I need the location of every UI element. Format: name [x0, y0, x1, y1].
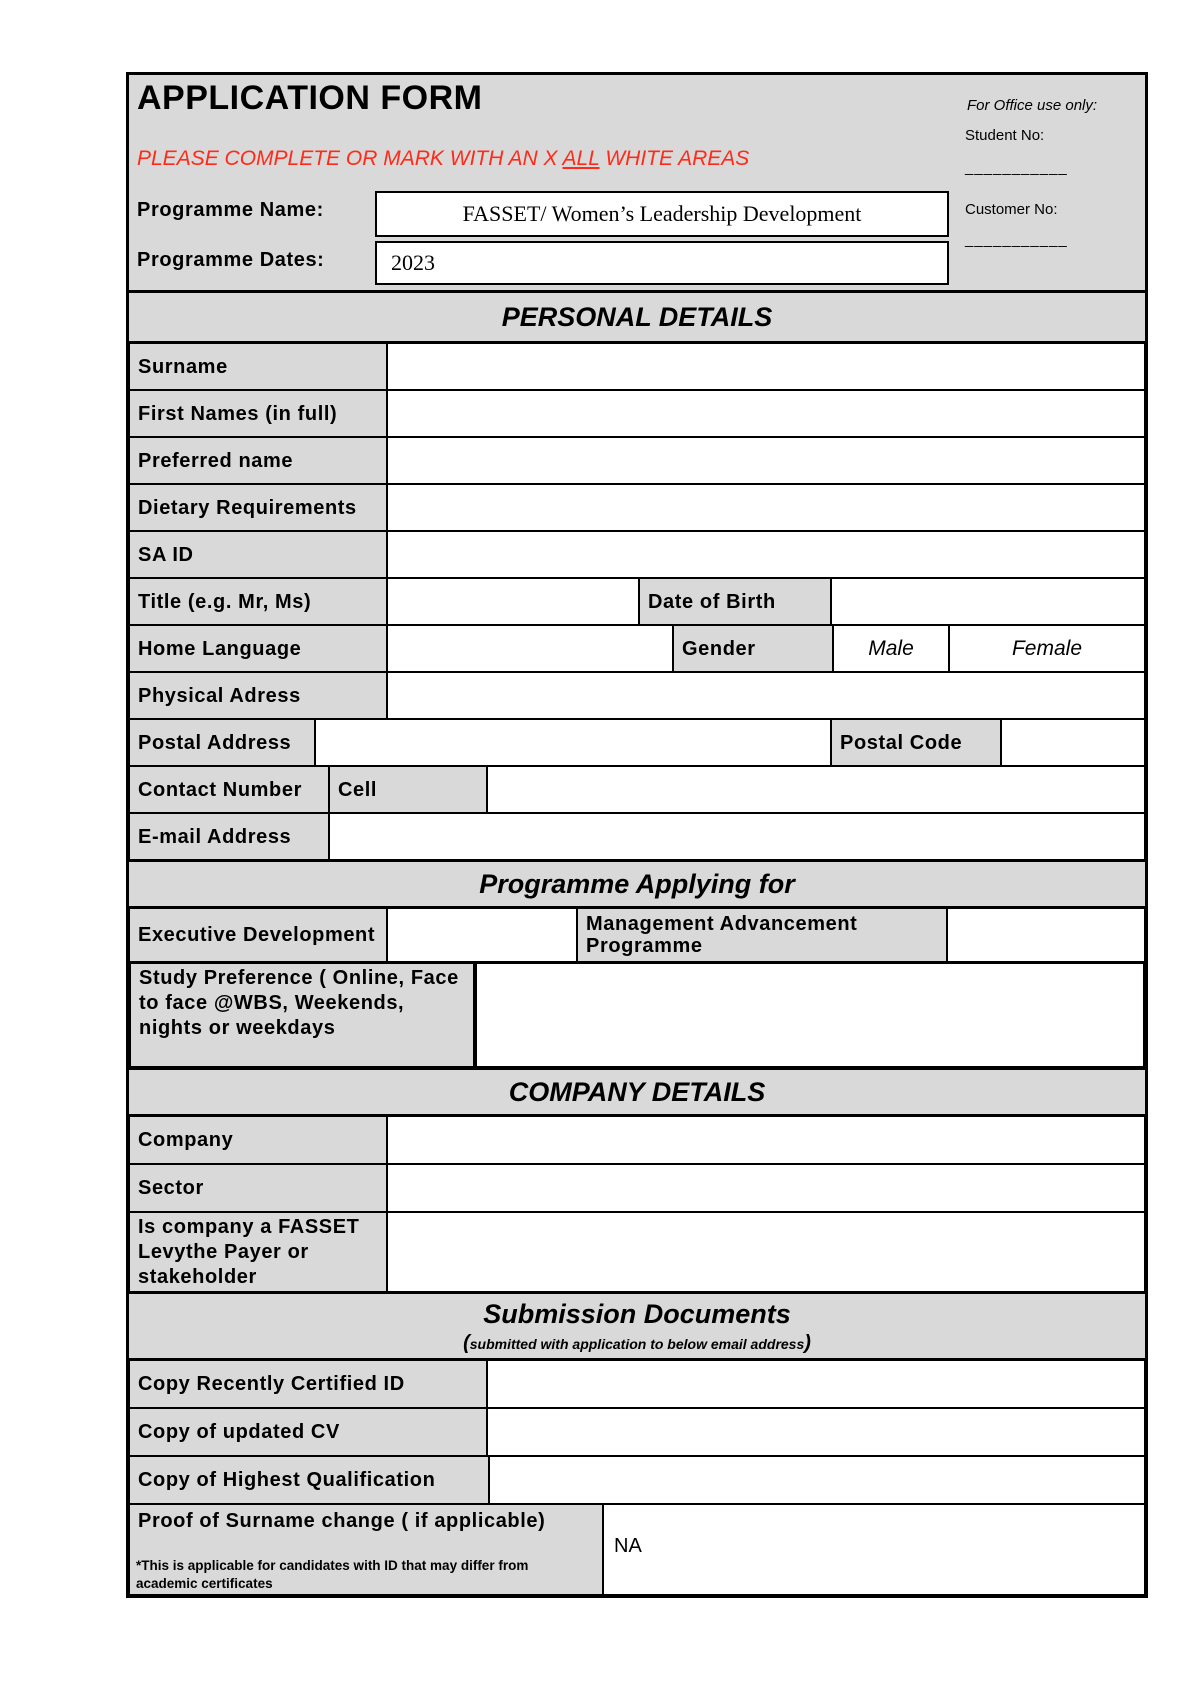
- dietary-label: Dietary Requirements: [129, 484, 387, 531]
- cell-label: Cell: [329, 766, 487, 813]
- email-label: E-mail Address: [129, 813, 329, 860]
- surname-change-note: *This is applicable for candidates with ID that may differ from academic certificates: [136, 1558, 529, 1591]
- highest-qualification-label: Copy of Highest Qualification: [129, 1456, 489, 1504]
- gender-label: Gender: [673, 625, 833, 672]
- programme-applying-heading: Programme Applying for: [129, 860, 1145, 908]
- personal-details-heading: PERSONAL DETAILS: [129, 293, 1145, 343]
- customer-no-label: Customer No:: [965, 201, 1058, 218]
- form-header: [129, 75, 1145, 293]
- management-advancement-field[interactable]: [947, 908, 1145, 962]
- surname-change-field[interactable]: NA: [603, 1504, 1145, 1595]
- sa-id-label: SA ID: [129, 531, 387, 578]
- executive-development-field[interactable]: [387, 908, 577, 962]
- date-of-birth-field[interactable]: [831, 578, 1145, 625]
- surname-change-label-cell: [129, 1504, 603, 1595]
- email-field[interactable]: [329, 813, 1145, 860]
- gender-male-option[interactable]: Male: [833, 625, 949, 672]
- executive-development-label: Executive Development: [129, 908, 387, 962]
- highest-qualification-field[interactable]: [489, 1456, 1145, 1504]
- levy-payer-label: Is company a FASSET Levythe Payer or stakeholder: [129, 1212, 387, 1292]
- dietary-field[interactable]: [387, 484, 1145, 531]
- study-preference-field[interactable]: [475, 962, 1145, 1068]
- student-no-label: Student No:: [965, 127, 1045, 144]
- programme-dates-field[interactable]: 2023: [375, 241, 949, 285]
- application-form: [126, 72, 1148, 1598]
- sector-field[interactable]: [387, 1164, 1145, 1212]
- preferred-name-field[interactable]: [387, 437, 1145, 484]
- home-language-field[interactable]: [387, 625, 673, 672]
- sector-label: Sector: [129, 1164, 387, 1212]
- date-of-birth-label: Date of Birth: [639, 578, 831, 625]
- programme-name-label: Programme Name:: [137, 199, 324, 221]
- postal-address-label: Postal Address: [129, 719, 315, 766]
- sa-id-field[interactable]: [387, 531, 1145, 578]
- submission-documents-header: [129, 1292, 1145, 1360]
- postal-code-label: Postal Code: [831, 719, 1001, 766]
- first-names-field[interactable]: [387, 390, 1145, 437]
- preferred-name-label: Preferred name: [129, 437, 387, 484]
- certified-id-label: Copy Recently Certified ID: [129, 1360, 487, 1408]
- office-use-title: For Office use only:: [967, 97, 1098, 114]
- surname-change-label: Proof of Surname change ( if applicable): [138, 1510, 546, 1532]
- customer-no-line[interactable]: ___________: [965, 231, 1068, 248]
- physical-address-field[interactable]: [387, 672, 1145, 719]
- instruction-text: PLEASE COMPLETE OR MARK WITH AN X ALL WHITE AREAS: [137, 147, 750, 170]
- programme-name-field[interactable]: FASSET/ Women’s Leadership Development: [375, 191, 949, 237]
- form-title: APPLICATION FORM: [137, 79, 483, 117]
- submission-documents-subheading: (submitted with application to below email address): [463, 1332, 811, 1354]
- physical-address-label: Physical Adress: [129, 672, 387, 719]
- submission-documents-heading: Submission Documents: [483, 1298, 791, 1329]
- contact-number-label: Contact Number: [129, 766, 329, 813]
- home-language-label: Home Language: [129, 625, 387, 672]
- updated-cv-label: Copy of updated CV: [129, 1408, 487, 1456]
- first-names-label: First Names (in full): [129, 390, 387, 437]
- postal-code-field[interactable]: [1001, 719, 1145, 766]
- surname-label: Surname: [129, 343, 387, 390]
- study-preference-label: Study Preference ( Online, Face to face @WBS, Weekends, nights or weekdays: [129, 962, 475, 1068]
- cell-field[interactable]: [487, 766, 1145, 813]
- company-label: Company: [129, 1116, 387, 1164]
- gender-female-option[interactable]: Female: [949, 625, 1145, 672]
- company-field[interactable]: [387, 1116, 1145, 1164]
- postal-address-field[interactable]: [315, 719, 831, 766]
- title-label: Title (e.g. Mr, Ms): [129, 578, 387, 625]
- certified-id-field[interactable]: [487, 1360, 1145, 1408]
- updated-cv-field[interactable]: [487, 1408, 1145, 1456]
- surname-field[interactable]: [387, 343, 1145, 390]
- levy-payer-field[interactable]: [387, 1212, 1145, 1292]
- title-field[interactable]: [387, 578, 639, 625]
- company-details-heading: COMPANY DETAILS: [129, 1068, 1145, 1116]
- student-no-line[interactable]: ___________: [965, 159, 1068, 176]
- management-advancement-label: Management Advancement Programme: [577, 908, 947, 962]
- programme-dates-label: Programme Dates:: [137, 249, 325, 271]
